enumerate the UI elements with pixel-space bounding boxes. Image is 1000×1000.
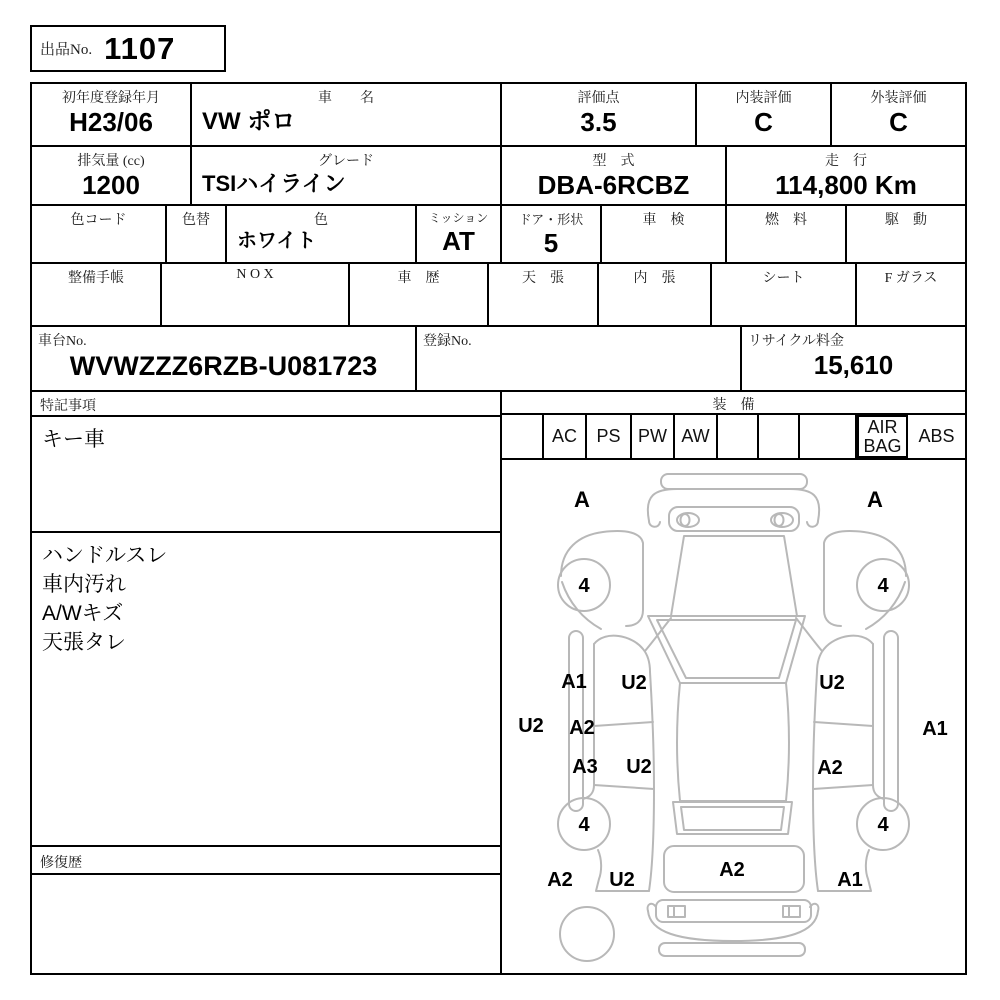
field-color (225, 204, 417, 264)
field-displacement (30, 145, 192, 206)
field-recycle-fee-label: リサイクル料金 (748, 334, 845, 349)
field-grade (190, 145, 502, 206)
field-doors (500, 204, 602, 264)
damage-mark-front-left-wheel: 4 (578, 575, 590, 597)
field-color-code (30, 204, 167, 264)
field-mileage-label: 走 行 (825, 154, 867, 169)
field-grade-value: TSIハイライン (202, 171, 346, 196)
repair-history-content (32, 875, 500, 971)
field-displacement-value: 1200 (82, 170, 140, 200)
special-notes-box (30, 390, 502, 975)
equipment-cell-pw: PW (632, 415, 675, 458)
auction-number-label: 出品No. (40, 42, 93, 58)
field-color-change-label: 色替 (182, 213, 210, 228)
damage-diagram-box (500, 458, 967, 975)
field-seat (710, 262, 857, 327)
equipment-cell-6 (759, 415, 800, 458)
field-drive-label: 駆 動 (885, 213, 927, 228)
damage-mark-left-rear-door-lower: A3 (572, 756, 598, 778)
field-front-glass-label: F ガラス (884, 271, 938, 286)
auction-number-box (30, 25, 226, 72)
special-note-item: A/Wキズ (42, 602, 124, 625)
special-note-item: 天張タレ (42, 631, 126, 654)
equipment-cell-5 (718, 415, 759, 458)
field-color-value: ホワイト (237, 230, 317, 252)
field-first-registration (30, 82, 192, 147)
damage-mark-rear-left-quarter-outer: A2 (547, 869, 573, 891)
car-diagram (502, 460, 965, 973)
damage-mark-left-center-pillar: A2 (569, 717, 595, 739)
equipment-row (500, 413, 967, 460)
damage-mark-rear-left-wheel: 4 (578, 814, 590, 836)
field-doors-value: 5 (543, 228, 559, 258)
field-fuel (725, 204, 847, 264)
field-color-change (165, 204, 227, 264)
field-first-registration-label: 初年度登録年月 (62, 91, 160, 106)
equipment-cell-abs: ABS (918, 426, 955, 446)
auction-number-value: 1107 (104, 30, 176, 66)
field-car-name-label: 車 名 (318, 91, 374, 106)
equipment-cell-airbag: AIR BAG (857, 415, 908, 458)
field-transmission-value: AT (442, 226, 475, 256)
damage-mark-left-rocker-panel: U2 (518, 715, 544, 737)
field-nox (160, 262, 350, 327)
damage-mark-left-rear-door: U2 (626, 756, 652, 778)
special-notes-header: 特記事項 (32, 392, 500, 417)
damage-mark-left-front-door: U2 (621, 672, 647, 694)
field-transmission-label: ミッション (428, 211, 489, 225)
field-transmission (415, 204, 502, 264)
field-model-code (500, 145, 727, 206)
field-score-value: 3.5 (580, 107, 617, 137)
field-first-registration-value: H23/06 (69, 107, 153, 137)
damage-mark-right-rear-door: A2 (817, 757, 843, 779)
field-recycle-fee (740, 325, 967, 392)
field-color-label: 色 (314, 213, 328, 228)
field-color-code-label: 色コード (70, 213, 127, 228)
field-score-label: 評価点 (577, 91, 620, 106)
field-registration-no-label: 登録No. (423, 334, 472, 349)
field-displacement-label: 排気量 (cc) (77, 154, 145, 169)
field-seat-label: シート (762, 271, 805, 286)
field-drive (845, 204, 967, 264)
field-inspection-label: 車 検 (642, 213, 685, 228)
field-doors-label: ドア・形状 (518, 212, 584, 227)
field-headliner-label: 天 張 (522, 271, 564, 286)
field-car-history-label: 車 歴 (397, 271, 440, 286)
equipment-cell-ac: AC (544, 415, 587, 458)
field-door-trim (597, 262, 712, 327)
field-model-code-value: DBA-6RCBZ (537, 170, 690, 200)
field-headliner (487, 262, 599, 327)
damage-mark-trunk: A2 (719, 859, 745, 881)
field-score (500, 82, 697, 147)
equipment-header: 装 備 (500, 390, 967, 415)
field-mileage (725, 145, 967, 206)
field-car-name (190, 82, 502, 147)
special-note-item: 車内汚れ (42, 573, 126, 596)
special-note-item: ハンドルスレ (42, 544, 168, 567)
damage-mark-front-right-wheel: 4 (877, 575, 889, 597)
field-fuel-label: 燃 料 (765, 213, 807, 228)
field-interior-grade-label: 内装評価 (735, 91, 792, 106)
field-front-glass (855, 262, 967, 327)
special-notes-list (32, 533, 500, 845)
field-chassis-no-label: 車台No. (38, 334, 87, 349)
equipment-cell-ps: PS (587, 415, 632, 458)
field-registration-no (415, 325, 742, 392)
field-mileage-value: 114,800 Km (775, 170, 917, 200)
field-model-code-label: 型 式 (592, 154, 635, 169)
equipment-cell-0 (502, 415, 544, 458)
field-recycle-fee-value: 15,610 (813, 350, 894, 380)
field-chassis-no-value: WVWZZZ6RZB-U081723 (69, 351, 378, 381)
damage-mark-rear-right-wheel: 4 (877, 814, 889, 836)
field-car-name-value: VW ポロ (202, 108, 296, 135)
equipment-cell-7 (800, 415, 857, 458)
field-exterior-grade (830, 82, 967, 147)
repair-history-header: 修復歴 (32, 845, 500, 875)
field-interior-grade-value: C (754, 107, 773, 137)
damage-mark-front-left-corner: A (574, 487, 590, 512)
damage-mark-front-right-corner: A (867, 487, 883, 512)
field-grade-label: グレード (318, 154, 374, 169)
damage-mark-rear-right-quarter: A1 (837, 869, 863, 891)
field-exterior-grade-value: C (889, 107, 908, 137)
field-nox-label: N O X (236, 267, 274, 282)
special-notes-primary: キー車 (32, 417, 500, 533)
damage-mark-rear-left-quarter: U2 (609, 869, 635, 891)
damage-mark-right-rocker-panel: A1 (922, 718, 948, 740)
field-service-book (30, 262, 162, 327)
damage-mark-left-front-door-upper: A1 (561, 671, 587, 693)
field-car-history (348, 262, 489, 327)
field-chassis-no (30, 325, 417, 392)
damage-mark-right-front-door: U2 (819, 672, 845, 694)
field-door-trim-label: 内 張 (633, 271, 676, 286)
field-exterior-grade-label: 外装評価 (870, 91, 927, 106)
field-service-book-label: 整備手帳 (68, 271, 124, 286)
field-interior-grade (695, 82, 832, 147)
field-inspection (600, 204, 727, 264)
equipment-cell-aw: AW (675, 415, 718, 458)
